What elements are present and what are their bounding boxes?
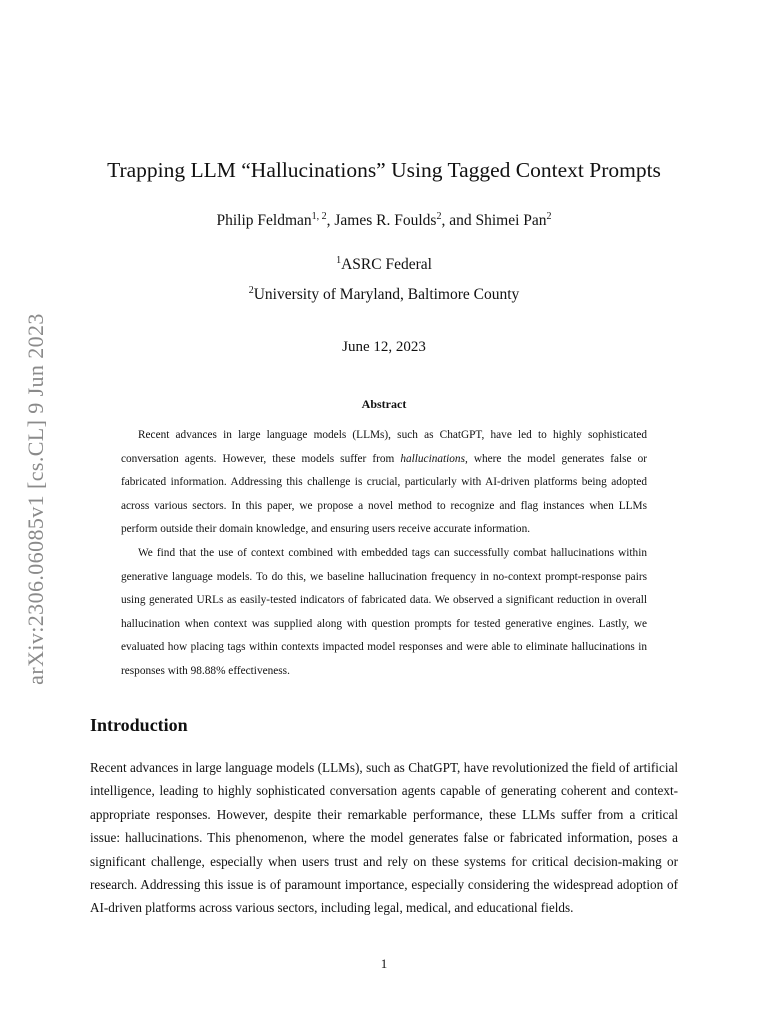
affiliation-1	[0, 256, 768, 274]
affiliation-name: University of Maryland, Baltimore County	[253, 286, 520, 303]
introduction-heading: Introduction	[90, 715, 188, 735]
abstract-emphasis: hallucinations,	[400, 452, 468, 465]
author-separator: ,	[326, 212, 335, 229]
author-affiliation-mark: 2	[546, 210, 552, 222]
author-name: Philip Feldman	[216, 212, 312, 229]
introduction-paragraph-1: Recent advances in large language models (LLMs), such as ChatGPT, have revolutionized the field of artificial intelligence, leading to highly sophisticated conversation agents capable of generating coherent and context-appropriate responses. However, despite their remarkable performance, these LLMs suffer from a critical issue: hallucinations. This phenomenon, where the model generates false or fabricated information, poses a significant challenge, especially when users trust and rely on these systems for critical decision-making or research. Addressing this issue is of paramount importance, especially considering the widespread adoption of AI-driven platforms across various sectors, including legal, medical, and educational fields.	[90, 760, 678, 916]
abstract-paragraph-2: We find that the use of context combined with embedded tags can successfully combat hallucinations within generative language models. To do this, we baseline hallucination frequency in no-context prompt-response pairs using generated URLs as easily-tested indicators of fabricated data. We observed a significant reduction in overall hallucination when context was supplied along with question prompts for tested generative engines. Lastly, we evaluated how placing tags within contexts impacted model responses and were able to eliminate hallucinations in responses with 98.88% effectiveness.	[121, 546, 647, 677]
abstract-body	[121, 424, 647, 684]
author-name: Shimei Pan	[475, 212, 547, 229]
author-list	[0, 212, 768, 230]
paper-title: Trapping LLM “Hallucinations” Using Tagged Context Prompts	[107, 158, 661, 182]
abstract-paragraph-1	[121, 424, 647, 542]
introduction-body	[90, 756, 678, 920]
abstract-text: Recent advances in large language models (LLMs), such as ChatGPT, have led to highly sophisticated conversation agents. However, these models suffer from	[121, 429, 647, 465]
arxiv-identifier: arXiv:2306.06085v1 [cs.CL] 9 Jun 2023	[23, 313, 48, 685]
author-affiliation-mark: 2	[436, 210, 442, 222]
author-affiliation-mark: 1, 2	[311, 210, 327, 222]
abstract-text: where the model generates false or fabricated information. Addressing this challenge is crucial, particularly with AI-driven platforms being adopted across various sectors. In this paper, we propose a novel method to recognize and flag instances when LLMs perform outside their domain knowledge, and ensuring users receive accurate information.	[121, 452, 647, 536]
affiliation-mark: 1	[336, 254, 342, 266]
affiliation-2	[0, 286, 768, 304]
affiliation-name: ASRC Federal	[341, 256, 432, 273]
page-number: 1	[380, 956, 388, 971]
affiliation-mark: 2	[248, 284, 254, 296]
abstract-heading: Abstract	[361, 397, 407, 411]
author-name: James R. Foulds	[334, 212, 437, 229]
author-separator: , and	[441, 212, 476, 229]
publication-date: June 12, 2023	[342, 339, 426, 355]
